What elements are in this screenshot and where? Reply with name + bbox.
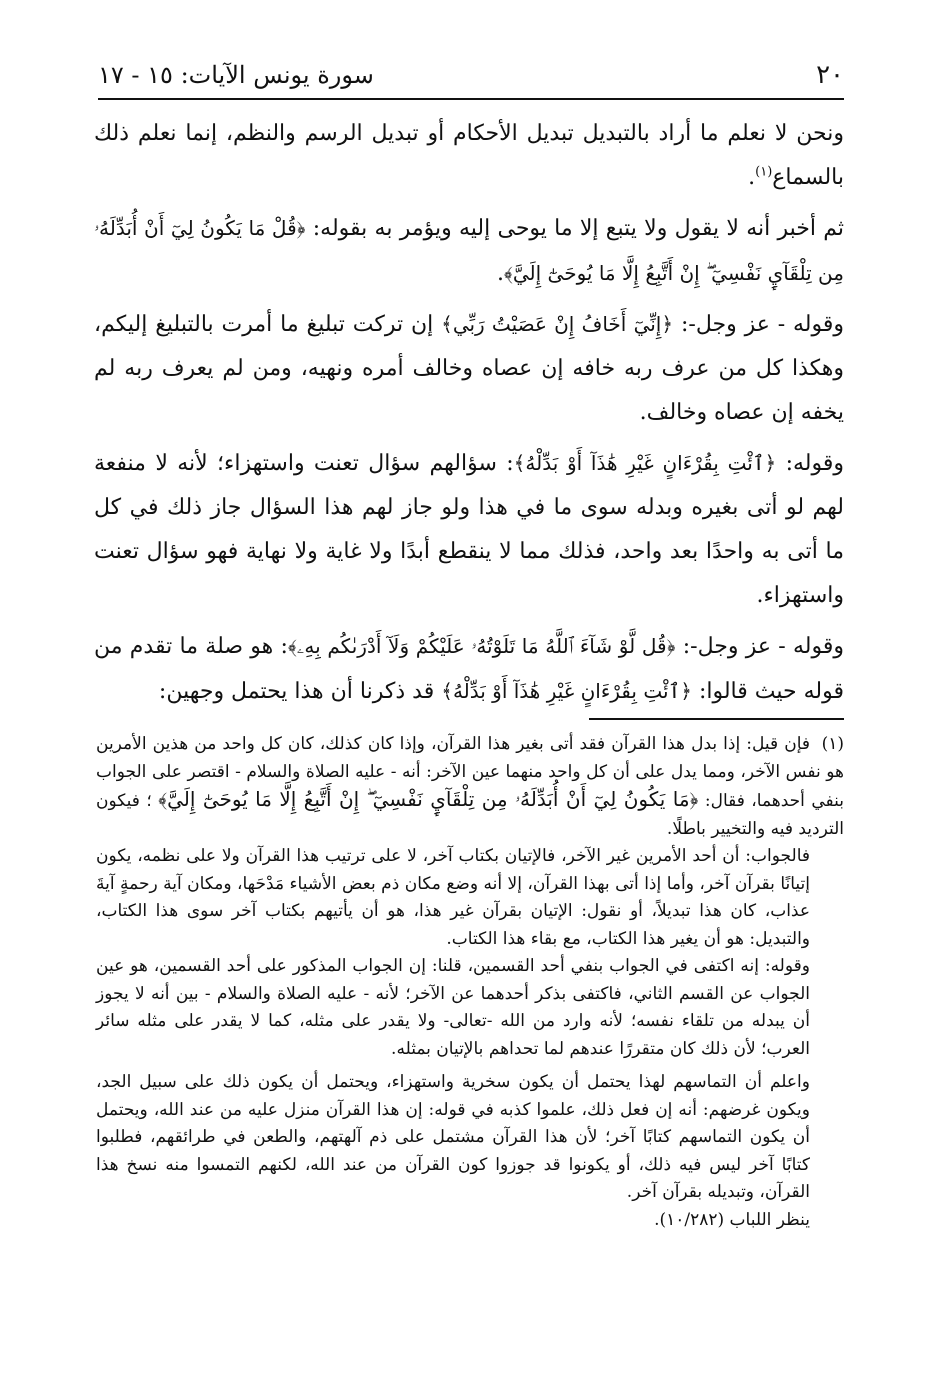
footnote-1-para-1: (١) فإن قيل: إذا بدل هذا القرآن فقد أتى بغير هذا القرآن، وإذا كان كذلك، كان كل واحد من هذين الأمرين هو نفس الآخر، ومما يدل على أن كل واحد منهما عين الآخر: أنه - عليه الصلاة والسلام - اقتصر على الجواب بنفي أحدهما، فقال: ﴿مَا يَكُونُ لِيٓ أَنْ أُبَدِّلَهُۥ مِن تِلْقَآيِٕ نَفْسِيٓ ۖ إِنْ أَتَّبِعُ إِلَّا مَا يُوحَىٰٓ إِلَيَّ﴾ ؛ فيكون الترديد فيه والتخيير باطلًا. bbox=[96, 731, 844, 843]
quran-verse: ﴿ٱئْتِ بِقُرْءَانٍ غَيْرِ هَٰذَآ أَوْ بَدِّلْهُ﴾ bbox=[513, 451, 777, 475]
footnote-1-para-4: واعلم أن التماسهم لهذا يحتمل أن يكون سخرية واستهزاء، ويحتمل أن يكون ذلك على سبيل الجد، ويكون غرضهم: أنه إن فعل ذلك، علموا كذبه في قوله: إن هذا القرآن منزل عليه من عند الله، ويحتمل أن يكون التماسهم كتابًا آخر؛ لأن هذا القرآن مشتمل على ذم آلهتهم، والطعن في طرائقهم، فطلبوا كتابًا آخر ليس فيه ذلك، أو يكونوا قد جوزوا كون القرآن من عند الله، لكنهم التمسوا منه نسخ هذا القرآن، وتبديله بقرآن آخر. bbox=[96, 1072, 810, 1202]
footnote-ref: (١) bbox=[755, 164, 773, 180]
quran-verse: ﴿إِنِّيٓ أَخَافُ إِنْ عَصَيْتُ رَبِّي﴾ bbox=[441, 312, 674, 336]
page-number: ٢٠ bbox=[816, 60, 844, 90]
main-text bbox=[94, 112, 844, 720]
footnote-number: (١) bbox=[821, 734, 844, 754]
surah-title: سورة يونس الآيات: ١٥ - ١٧ bbox=[98, 61, 374, 89]
paragraph-2: ثم أخبر أنه لا يقول ولا يتبع إلا ما يوحى إليه ويؤمر به بقوله: ﴿قُلْ مَا يَكُونُ لِيٓ أَنْ أُبَدِّلَهُۥ مِن تِلْقَآيِٕ نَفْسِيٓ ۖ إِنْ أَتَّبِعُ إِلَّا مَا يُوحَىٰٓ إِلَيَّ﴾. bbox=[94, 216, 844, 286]
paragraph-4: وقوله: ﴿ٱئْتِ بِقُرْءَانٍ غَيْرِ هَٰذَآ أَوْ بَدِّلْهُ﴾: سؤالهم سؤال تعنت واستهزاء؛ لأنه لا منفعة لهم لو أتى بغيره وبدله سوى ما في هذا ولو جاز لهم هذا السؤال جاز ذلك في كل ما أتى به واحدًا بعد واحد، فذلك مما لا ينقطع أبدًا ولا غاية ولا نهاية فهو سؤال تعنت واستهزاء. bbox=[94, 451, 844, 608]
quran-verse: ﴿مَا يَكُونُ لِيٓ أَنْ أُبَدِّلَهُۥ مِن تِلْقَآيِٕ نَفْسِيٓ ۖ إِنْ أَتَّبِعُ إِلَّا مَا يُوحَىٰٓ إِلَيَّ﴾ bbox=[158, 787, 699, 811]
footnote-1-source: ينظر اللباب (١٠/٢٨٢). bbox=[654, 1209, 810, 1230]
quran-verse: ﴿قُلْ مَا يَكُونُ لِيٓ أَنْ أُبَدِّلَهُۥ مِن تِلْقَآيِٕ نَفْسِيٓ ۖ إِنْ أَتَّبِعُ إِلَّا مَا يُوحَىٰٓ إِلَيَّ﴾ bbox=[94, 216, 844, 285]
paragraph-5: وقوله - عز وجل-: ﴿قُل لَّوْ شَآءَ ٱللَّهُ مَا تَلَوْتُهُۥ عَلَيْكُمْ وَلَآ أَدْرَىٰكُم بِهِۦ﴾: هو صلة ما تقدم من قوله حيث قالوا: ﴿ٱئْتِ بِقُرْءَانٍ غَيْرِ هَٰذَآ أَوْ بَدِّلْهُ﴾ قد ذكرنا أن هذا يحتمل وجهين: bbox=[94, 634, 844, 704]
quran-verse: ﴿ٱئْتِ بِقُرْءَانٍ غَيْرِ هَٰذَآ أَوْ بَدِّلْهُ﴾ bbox=[441, 679, 692, 703]
footnote-separator bbox=[589, 718, 844, 720]
quran-verse: ﴿قُل لَّوْ شَآءَ ٱللَّهُ مَا تَلَوْتُهُۥ عَلَيْكُمْ وَلَآ أَدْرَىٰكُم بِهِۦ﴾ bbox=[287, 634, 676, 658]
paragraph-3: وقوله - عز وجل-: ﴿إِنِّيٓ أَخَافُ إِنْ عَصَيْتُ رَبِّي﴾ إن تركت تبليغ ما أمرت بالتبليغ إليكم، وهكذا كل من عرف ربه خافه إن عصاه وخالف أمره ونهيه، ومن لم يعرف ربه لم يخفه إن عصاه وخالف. bbox=[94, 312, 845, 425]
footnotes bbox=[96, 731, 844, 1234]
footnote-1-para-2: فالجواب: أن أحد الأمرين غير الآخر، فالإتيان بكتاب آخر، لا على ترتيب هذا القرآن ولا على نظمه، يكون إتيانًا بقرآن آخر، وأما إذا أتى بهذا القرآن، إلا أنه وضع مكان ذم بعض الأشياء مَدْحَها، ومكان آية رحمةٍ آيةَ عذاب، كان هذا تبديلاً، أو نقول: الإتيان بقرآن غير هذا، هو أن يأتيهم بكتاب آخر سوى هذا الكتاب، والتبديل: هو أن يغير هذا الكتاب، مع بقاء هذا الكتاب. bbox=[96, 846, 810, 949]
page-header bbox=[98, 52, 844, 100]
paragraph-1: ونحن لا نعلم ما أراد بالتبديل تبديل الأحكام أو تبديل الرسم والنظم، إنما نعلم ذلك بالسماع$^{(١)}$. bbox=[94, 121, 844, 190]
footnote-1-para-3: وقوله: إنه اكتفى في الجواب بنفي أحد القسمين، قلنا: إن الجواب المذكور على أحد القسمين، هو عين الجواب عن القسم الثاني، فاكتفى بذكر أحدهما عن الآخر؛ لأنه - عليه الصلاة والسلام - بين أنه لا يجوز أن يبدله من تلقاء نفسه؛ لأنه وارد من الله -تعالى- ولا يقدر على مثله، كما لا يقدر على مثله سائر العرب؛ لأن ذلك كان متقررًا عندهم لما تحداهم بالإتيان بمثله. bbox=[96, 956, 810, 1059]
